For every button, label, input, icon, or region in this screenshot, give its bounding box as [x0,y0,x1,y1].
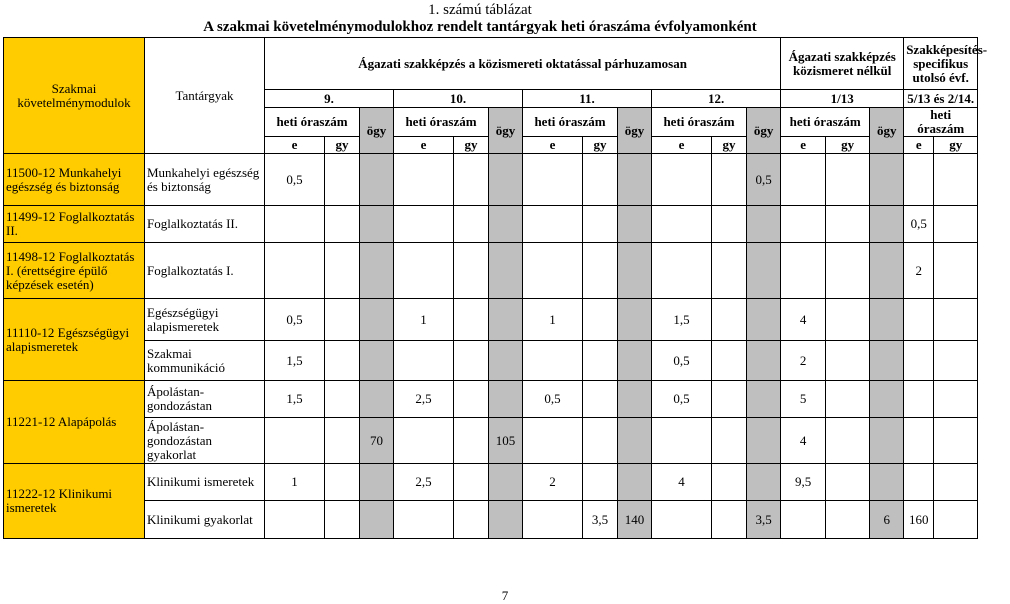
value-cell [394,206,454,243]
value-cell [454,206,489,243]
value-cell: 1 [394,299,454,341]
value-cell [870,381,904,418]
value-cell [652,154,712,206]
value-cell [394,341,454,381]
value-cell [394,154,454,206]
header-group-specific: Szakképesítés-specifikus utolsó évf. [904,38,978,90]
header-gy-1: gy [454,137,489,154]
header-subjects: Tantárgyak [145,38,265,154]
value-cell [747,341,781,381]
value-cell [489,381,523,418]
value-cell: 0,5 [523,381,583,418]
header-year-3: 12. [652,90,781,108]
value-cell [781,243,826,299]
value-cell: 105 [489,418,523,464]
value-cell [618,206,652,243]
subject-name: Foglalkoztatás I. [145,243,265,299]
value-cell: 0,5 [747,154,781,206]
header-year-4: 1/13 [781,90,904,108]
value-cell [826,381,870,418]
value-cell [826,299,870,341]
subject-name: Ápolástan-gondozástan [145,381,265,418]
header-e-2: e [523,137,583,154]
value-cell [781,206,826,243]
value-cell [618,341,652,381]
value-cell [712,299,747,341]
subject-name: Klinikumi ismeretek [145,464,265,501]
table-row [4,243,978,299]
value-cell [325,418,360,464]
page-number: 7 [501,588,509,603]
table-caption-title: A szakmai követelménymodulokhoz rendelt tantárgyak heti óraszáma évfolyamonként [203,19,757,35]
value-cell [523,418,583,464]
header-weekly-2: heti óraszám [523,108,618,137]
value-cell [265,206,325,243]
value-cell [360,381,394,418]
value-cell [360,243,394,299]
module-label: 11500-12 Munkahelyi egészség és biztonság [4,154,145,206]
value-cell [934,341,978,381]
value-cell [712,501,747,539]
value-cell [523,341,583,381]
value-cell [454,381,489,418]
value-cell [747,381,781,418]
value-cell [618,154,652,206]
value-cell [325,206,360,243]
value-cell: 5 [781,381,826,418]
value-cell [747,299,781,341]
header-group-no-general: Ágazati szakképzés közismeret nélkül [781,38,904,90]
header-weekly-4: heti óraszám [781,108,870,137]
value-cell [325,464,360,501]
value-cell: 1,5 [265,381,325,418]
value-cell [712,154,747,206]
value-cell [781,154,826,206]
header-gy-4: gy [826,137,870,154]
value-cell: 2,5 [394,381,454,418]
value-cell [325,243,360,299]
value-cell [934,206,978,243]
value-cell [618,299,652,341]
subject-name: Klinikumi gyakorlat [145,501,265,539]
value-cell [394,501,454,539]
header-modules: Szakmai követelménymodulok [4,38,145,154]
header-ogy-1: ögy [489,108,523,154]
value-cell [652,243,712,299]
table-row [4,381,978,418]
value-cell [325,154,360,206]
value-cell [870,418,904,464]
module-label: 11221-12 Alapápolás [4,381,145,464]
value-cell [489,299,523,341]
value-cell [265,501,325,539]
value-cell [454,464,489,501]
module-label: 11498-12 Foglalkoztatás I. (érettségire épülő képzések esetén) [4,243,145,299]
value-cell [523,206,583,243]
value-cell [454,243,489,299]
header-weekly-3: heti óraszám [652,108,747,137]
header-e-1: e [394,137,454,154]
header-weekly-5: heti óraszám [904,108,978,137]
table-row [4,464,978,501]
module-label: 11499-12 Foglalkoztatás II. [4,206,145,243]
value-cell: 1,5 [265,341,325,381]
value-cell [489,464,523,501]
value-cell [454,154,489,206]
value-cell [325,341,360,381]
value-cell [583,464,618,501]
value-cell [934,299,978,341]
value-cell [489,501,523,539]
value-cell [747,418,781,464]
value-cell [904,154,934,206]
value-cell [826,206,870,243]
table-row [4,341,978,381]
value-cell [747,206,781,243]
subject-name: Ápolástan-gondozástan gyakorlat [145,418,265,464]
value-cell [826,418,870,464]
header-year-0: 9. [265,90,394,108]
value-cell [265,418,325,464]
value-cell [360,341,394,381]
value-cell [934,501,978,539]
value-cell: 2 [523,464,583,501]
value-cell [934,418,978,464]
value-cell [712,206,747,243]
table-caption-number: 1. számú táblázat [428,2,532,18]
value-cell: 3,5 [583,501,618,539]
value-cell: 0,5 [652,381,712,418]
value-cell [489,206,523,243]
value-cell [870,341,904,381]
value-cell: 140 [618,501,652,539]
value-cell [826,154,870,206]
table-row [4,418,978,464]
value-cell [454,299,489,341]
value-cell [826,501,870,539]
value-cell [712,243,747,299]
value-cell [934,464,978,501]
header-ogy-3: ögy [747,108,781,154]
value-cell [360,501,394,539]
header-gy-0: gy [325,137,360,154]
table-row [4,206,978,243]
subject-name: Foglalkoztatás II. [145,206,265,243]
value-cell: 2,5 [394,464,454,501]
value-cell [583,299,618,341]
value-cell: 160 [904,501,934,539]
value-cell [618,381,652,418]
header-e-0: e [265,137,325,154]
value-cell [870,299,904,341]
value-cell [934,381,978,418]
value-cell [826,341,870,381]
value-cell [583,341,618,381]
value-cell [583,154,618,206]
value-cell: 4 [781,418,826,464]
header-e-4: e [781,137,826,154]
header-gy-2: gy [583,137,618,154]
header-e-3: e [652,137,712,154]
value-cell [454,341,489,381]
value-cell [934,243,978,299]
header-weekly-0: heti óraszám [265,108,360,137]
value-cell [360,206,394,243]
value-cell: 4 [652,464,712,501]
value-cell [904,341,934,381]
value-cell [712,464,747,501]
value-cell [489,243,523,299]
value-cell [904,418,934,464]
value-cell [904,464,934,501]
value-cell [360,464,394,501]
value-cell: 70 [360,418,394,464]
value-cell: 1 [523,299,583,341]
header-gy-3: gy [712,137,747,154]
value-cell [583,243,618,299]
value-cell [934,154,978,206]
table-row [4,501,978,539]
value-cell [360,299,394,341]
value-cell [325,299,360,341]
value-cell [618,418,652,464]
value-cell [583,418,618,464]
value-cell: 0,5 [265,299,325,341]
value-cell: 0,5 [265,154,325,206]
value-cell [454,418,489,464]
value-cell [265,243,325,299]
value-cell [618,464,652,501]
header-group-parallel: Ágazati szakképzés a közismereti oktatással párhuzamosan [265,38,781,90]
value-cell: 3,5 [747,501,781,539]
value-cell [454,501,489,539]
value-cell [904,299,934,341]
value-cell [712,341,747,381]
value-cell [325,381,360,418]
subject-name: Egészségügyi alapismeretek [145,299,265,341]
subject-name: Szakmai kommunikáció [145,341,265,381]
value-cell: 4 [781,299,826,341]
value-cell: 2 [904,243,934,299]
value-cell [747,243,781,299]
table-row [4,154,978,206]
module-label: 11222-12 Klinikumi ismeretek [4,464,145,539]
value-cell [747,464,781,501]
value-cell: 2 [781,341,826,381]
header-weekly-1: heti óraszám [394,108,489,137]
header-ogy-0: ögy [360,108,394,154]
value-cell [489,341,523,381]
header-ogy-2: ögy [618,108,652,154]
value-cell [489,154,523,206]
value-cell [826,464,870,501]
value-cell [904,381,934,418]
module-label: 11110-12 Egészségügyi alapismeretek [4,299,145,381]
value-cell [618,243,652,299]
value-cell [652,418,712,464]
value-cell [325,501,360,539]
value-cell [523,243,583,299]
value-cell: 6 [870,501,904,539]
value-cell [870,206,904,243]
header-ogy-4: ögy [870,108,904,154]
header-year-2: 11. [523,90,652,108]
value-cell [870,154,904,206]
value-cell: 0,5 [652,341,712,381]
value-cell [583,206,618,243]
value-cell [394,418,454,464]
value-cell: 9,5 [781,464,826,501]
hours-table [3,37,988,539]
value-cell: 0,5 [904,206,934,243]
value-cell [523,154,583,206]
value-cell [394,243,454,299]
header-year-5: 5/13 és 2/14. [904,90,978,108]
value-cell [523,501,583,539]
value-cell [583,381,618,418]
value-cell [652,501,712,539]
header-e-5: e [904,137,934,154]
value-cell: 1,5 [652,299,712,341]
value-cell [360,154,394,206]
value-cell [712,418,747,464]
value-cell [870,464,904,501]
header-year-1: 10. [394,90,523,108]
value-cell [652,206,712,243]
value-cell [712,381,747,418]
value-cell: 1 [265,464,325,501]
subject-name: Munkahelyi egészség és biztonság [145,154,265,206]
value-cell [781,501,826,539]
value-cell [870,243,904,299]
header-gy-5: gy [934,137,978,154]
value-cell [826,243,870,299]
table-row [4,299,978,341]
